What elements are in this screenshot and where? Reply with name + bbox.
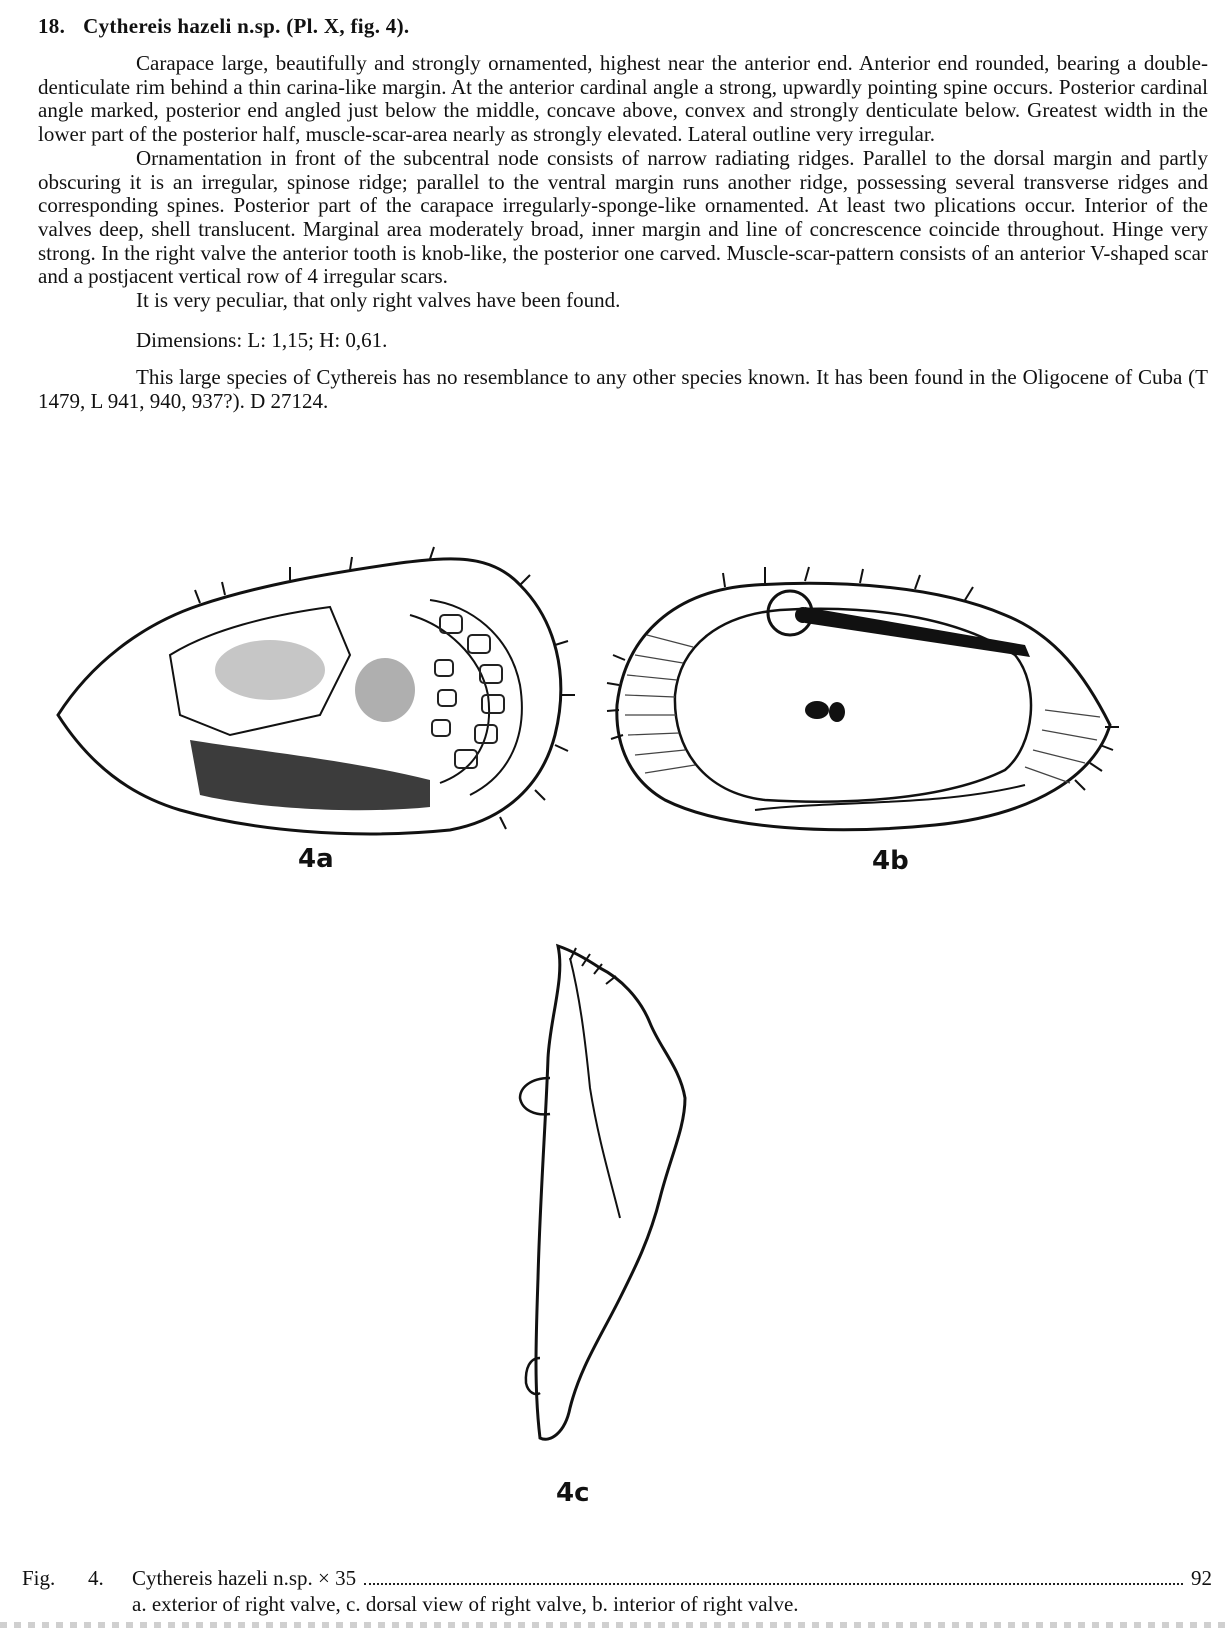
figure-4b-label: 4b [872, 846, 909, 876]
figure-4b-interior-drawing [605, 545, 1135, 845]
caption-fig-word: Fig. [22, 1566, 56, 1590]
figure-4a-exterior-drawing [50, 545, 580, 845]
caption-page-number: 92 [1191, 1566, 1212, 1590]
caption-title: Cythereis hazeli n.sp. × 35 [132, 1566, 357, 1590]
figure-caption [22, 1566, 1212, 1617]
species-number: 18. [38, 14, 66, 38]
caption-leader-dots [364, 1583, 1183, 1585]
paragraph-carapace: Carapace large, beautifully and strongly ornamented, highest near the anterior end. Anterior end rounded, bearing a double-denticulate rim behind a thin carina-like margin. At the anterior cardinal angle a strong, upwardly pointing spine occurs. Posterior cardinal angle marked, posterior end angled just below the middle, concave above, convex and strongly denticulate below. Greatest width in the lower part of the posterior half, muscle-scar-area nearly as strongly elevated. Lateral outline very irregular. [38, 51, 1208, 147]
figure-4c-dorsal-drawing [510, 938, 720, 1478]
species-heading [38, 14, 409, 39]
figure-4c-label: 4c [556, 1478, 590, 1508]
caption-fig-number: 4. [88, 1566, 104, 1590]
paragraph-peculiar: It is very peculiar, that only right valves have been found. [136, 288, 621, 313]
species-description [38, 52, 1208, 414]
paragraph-dimensions: Dimensions: L: 1,15; H: 0,61. [136, 327, 388, 352]
caption-detail: a. exterior of right valve, c. dorsal view of right valve, b. interior of right valve. [132, 1592, 799, 1616]
species-title: Cythereis hazeli n.sp. (Pl. X, fig. 4). [83, 14, 410, 38]
page-bottom-cut-line [0, 1622, 1228, 1628]
paragraph-ornamentation: Ornamentation in front of the subcentral node consists of narrow radiating ridges. Parallel to the dorsal margin and partly obscuring it is an irregular, spinose ridge; parallel to the ventral margin runs another ridge, possessing several transverse ridges and corresponding spines. Posterior part of the carapace irregularly-sponge-like ornamented. At least two plications occur. Interior of the valves deep, shell translucent. Marginal area moderately broad, inner margin and line of concrescence coincide throughout. Hinge very strong. In the right valve the anterior tooth is knob-like, the posterior one carved. Muscle-scar-pattern consists of an anterior V-shaped scar and a postjacent vertical row of 4 irregular scars. [38, 145, 1208, 289]
figure-4a-label: 4a [298, 844, 334, 874]
paragraph-remarks: This large species of Cythereis has no resemblance to any other species known. It has been found in the Oligocene of Cuba (T 1479, L 941, 940, 937?). D 27124. [38, 365, 1208, 414]
